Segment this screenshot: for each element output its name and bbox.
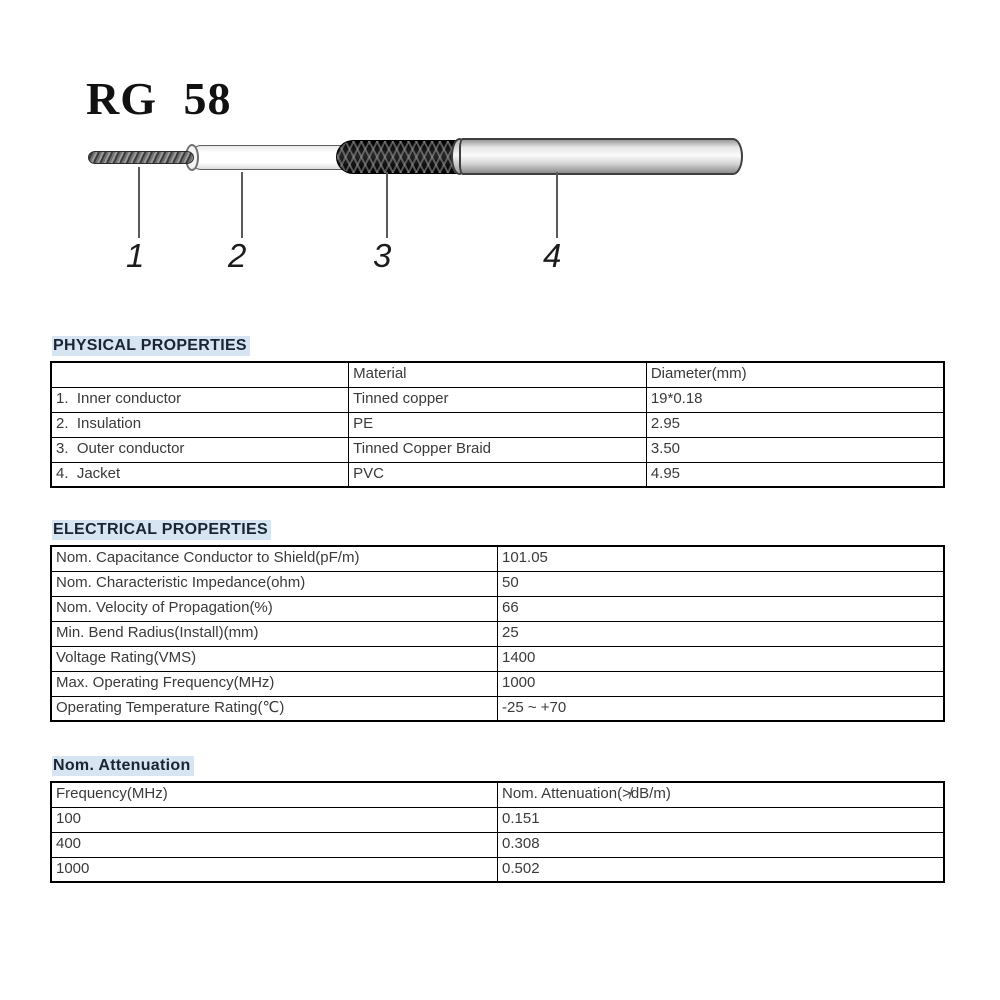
table-row xyxy=(51,596,944,621)
jacket-graphic xyxy=(459,138,743,175)
property-value: 66 xyxy=(498,596,945,621)
inner-conductor-graphic xyxy=(88,151,194,164)
insulation-graphic xyxy=(189,145,345,170)
diameter-value: 2.95 xyxy=(646,412,944,437)
header-cell-diameter: Diameter(mm) xyxy=(646,362,944,387)
callout-label-1: 1 xyxy=(126,237,145,274)
attenuation-value: 0.502 xyxy=(498,857,945,882)
leader-line-2 xyxy=(241,172,243,238)
callout-label-3: 3 xyxy=(373,237,392,274)
table-row xyxy=(51,437,944,462)
property-value: 50 xyxy=(498,571,945,596)
header-cell-frequency: Frequency(MHz) xyxy=(51,782,498,807)
property-value: -25 ~ +70 xyxy=(498,696,945,721)
table-row xyxy=(51,671,944,696)
property-label: Nom. Characteristic Impedance(ohm) xyxy=(51,571,498,596)
frequency-value: 400 xyxy=(51,832,498,857)
header-cell-blank xyxy=(51,362,349,387)
table-row xyxy=(51,462,944,487)
electrical-properties-heading: ELECTRICAL PROPERTIES xyxy=(52,521,271,539)
material-value: PVC xyxy=(349,462,647,487)
diameter-value: 19*0.18 xyxy=(646,387,944,412)
material-value: Tinned Copper Braid xyxy=(349,437,647,462)
page-title: RG 58 xyxy=(86,73,232,124)
property-value: 1400 xyxy=(498,646,945,671)
property-value: 1000 xyxy=(498,671,945,696)
physical-properties-heading: PHYSICAL PROPERTIES xyxy=(52,337,250,355)
table-row xyxy=(51,571,944,596)
table-row xyxy=(51,807,944,832)
table-row xyxy=(51,646,944,671)
table-row xyxy=(51,412,944,437)
outer-conductor-graphic xyxy=(336,140,466,174)
nom-attenuation-heading: Nom. Attenuation xyxy=(52,757,194,775)
property-value: 25 xyxy=(498,621,945,646)
attenuation-value: 0.151 xyxy=(498,807,945,832)
callout-label-4: 4 xyxy=(543,237,562,274)
cable-diagram xyxy=(0,0,1000,300)
table-row xyxy=(51,546,944,571)
header-cell-attenuation: Nom. Attenuation(≯dB/m) xyxy=(498,782,945,807)
callout-label-2: 2 xyxy=(228,237,247,274)
electrical-properties-table xyxy=(50,545,945,722)
property-label: Voltage Rating(VMS) xyxy=(51,646,498,671)
table-row xyxy=(51,857,944,882)
row-label: 4. Jacket xyxy=(51,462,349,487)
property-label: Nom. Velocity of Propagation(%) xyxy=(51,596,498,621)
table-row xyxy=(51,832,944,857)
leader-line-1 xyxy=(138,167,140,238)
row-label: 3. Outer conductor xyxy=(51,437,349,462)
property-label: Operating Temperature Rating(℃) xyxy=(51,696,498,721)
diameter-value: 4.95 xyxy=(646,462,944,487)
table-row xyxy=(51,387,944,412)
property-label: Max. Operating Frequency(MHz) xyxy=(51,671,498,696)
material-value: PE xyxy=(349,412,647,437)
frequency-value: 1000 xyxy=(51,857,498,882)
table-header-row xyxy=(51,782,944,807)
diameter-value: 3.50 xyxy=(646,437,944,462)
material-value: Tinned copper xyxy=(349,387,647,412)
property-label: Nom. Capacitance Conductor to Shield(pF/m) xyxy=(51,546,498,571)
leader-line-4 xyxy=(556,172,558,238)
frequency-value: 100 xyxy=(51,807,498,832)
table-header-row xyxy=(51,362,944,387)
header-cell-material: Material xyxy=(349,362,647,387)
property-label: Min. Bend Radius(Install)(mm) xyxy=(51,621,498,646)
table-row xyxy=(51,621,944,646)
attenuation-table xyxy=(50,781,945,883)
property-value: 101.05 xyxy=(498,546,945,571)
row-label: 2. Insulation xyxy=(51,412,349,437)
row-label: 1. Inner conductor xyxy=(51,387,349,412)
table-row xyxy=(51,696,944,721)
physical-properties-table xyxy=(50,361,945,488)
attenuation-value: 0.308 xyxy=(498,832,945,857)
leader-line-3 xyxy=(386,172,388,238)
